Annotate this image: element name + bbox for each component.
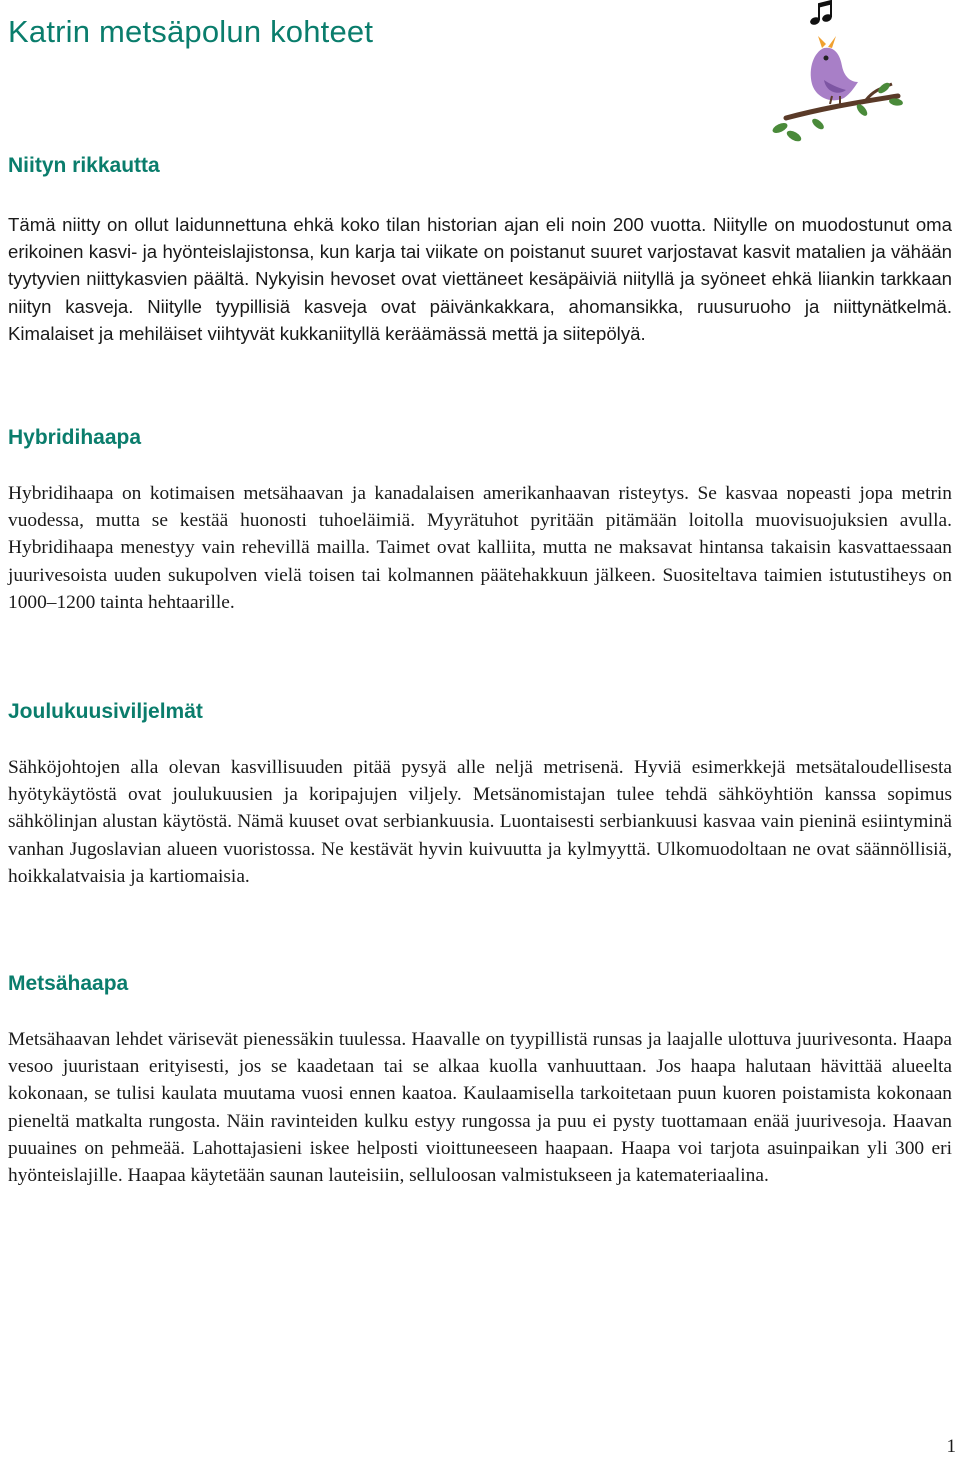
- section-joulukuusiviljelmat: [8, 700, 952, 890]
- section-text: Tämä niitty on ollut laidunnettuna ehkä koko tilan historian ajan eli noin 200 vuotta. Niitylle on muodostunut oma erikoinen kasvi- ja hyönteislajistonsa, kun karja tai viikate on poistanut suuret varjostavat kasvit matalien ja vähään tyytyvien niittykasvien päältä. Nykyisin hevoset ovat viettäneet kesäpäiviä niityllä ja syöneet ehkä liiankin tarkkaan niityn kasveja. Niitylle tyypillisiä kasveja ovat päivänkakkara, ahomansikka, ruusuruoho ja niittynätkelmä. Kimalaiset ja mehiläiset viihtyvät kukkaniityllä keräämässä mettä ja siitepölyä.: [8, 214, 952, 344]
- section-hybridihaapa: [8, 426, 952, 616]
- section-text: Hybridihaapa on kotimaisen metsähaavan ja kanadalaisen amerikanhaavan risteytys. Se kasvaa nopeasti jopa metrin vuodessa, mutta se kestää huonosti tuhoeläimiä. Myyrätuhot pyritään pitämään loitolla muovisuojuksien avulla. Hybridihaapa menestyy vain rehevillä mailla. Taimet ovat kalliita, mutta ne maksavat hintansa takaisin kasvattaessaan juurivesoista uuden sukupolven vielä toisen tai kolmannen päätehakkuun jälkeen. Suositeltava taimien istutustiheys on 1000–1200 tainta hehtaarille.: [8, 483, 952, 613]
- page-title: Katrin metsäpolun kohteet: [8, 14, 374, 49]
- section-text: Sähköjohtojen alla olevan kasvillisuuden pitää pysyä alle neljä metrisenä. Hyviä esimerkkejä metsätaloudellisesta hyötykäytöstä ovat joulukuusien ja koripajujen viljely. Metsänomistajan tulee tehdä sähköyhtiön kanssa sopimus sähkölinjan alustan käytöstä. Nämä kuuset ovat serbiankuusia. Luontaisesti serbiankuusi kasvaa vain pieninä esiintyminä vanhan Jugoslavian alueen vuoristossa. Ne kestävät hyvin kuivuutta ja kylmyyttä. Ulkomuodoltaan ne ovat säännöllisiä, hoikkalatvaisia ja kartiomaisia.: [8, 757, 952, 887]
- section-metsahaapa: [8, 972, 952, 1189]
- bird-icon: [811, 36, 858, 104]
- bird-illustration: [766, 0, 906, 150]
- section-heading: Joulukuusiviljelmät: [8, 700, 203, 723]
- page-number: 1: [946, 1436, 956, 1457]
- section-heading: Hybridihaapa: [8, 426, 142, 449]
- section-heading: Metsähaapa: [8, 972, 129, 995]
- section-text: Metsähaavan lehdet värisevät pienessäkin tuulessa. Haavalle on tyypillistä runsas ja laajalle ulottuva juurivesonta. Haapa vesoo juuristaan erityisesti, jos se kaadetaan tai se alkaa kuolla vanhuuttaan. Jos haapa halutaan hävittää alueelta kokonaan, se tulisi kaulata muutama vuosi ennen kaatoa. Kaulaamisella tarkoitetaan puun kuoren poistamista kokonaan pieneltä matkalta rungosta. Näin ravinteiden kulku estyy rungossa ja puu ei pysty tuottamaan enää juurivesoja. Haavan puuaines on pehmeää. Lahottajasieni iskee helposti vioittuneeseen haapaan. Haapa voi tarjota asuinpaikan yli 300 eri hyönteislajille. Haapaa käytetään saunan lauteisiin, selluloosan valmistukseen ja katemateriaalina.: [8, 1029, 952, 1187]
- section-heading: Niityn rikkautta: [8, 154, 160, 177]
- music-note-icon: [809, 1, 833, 26]
